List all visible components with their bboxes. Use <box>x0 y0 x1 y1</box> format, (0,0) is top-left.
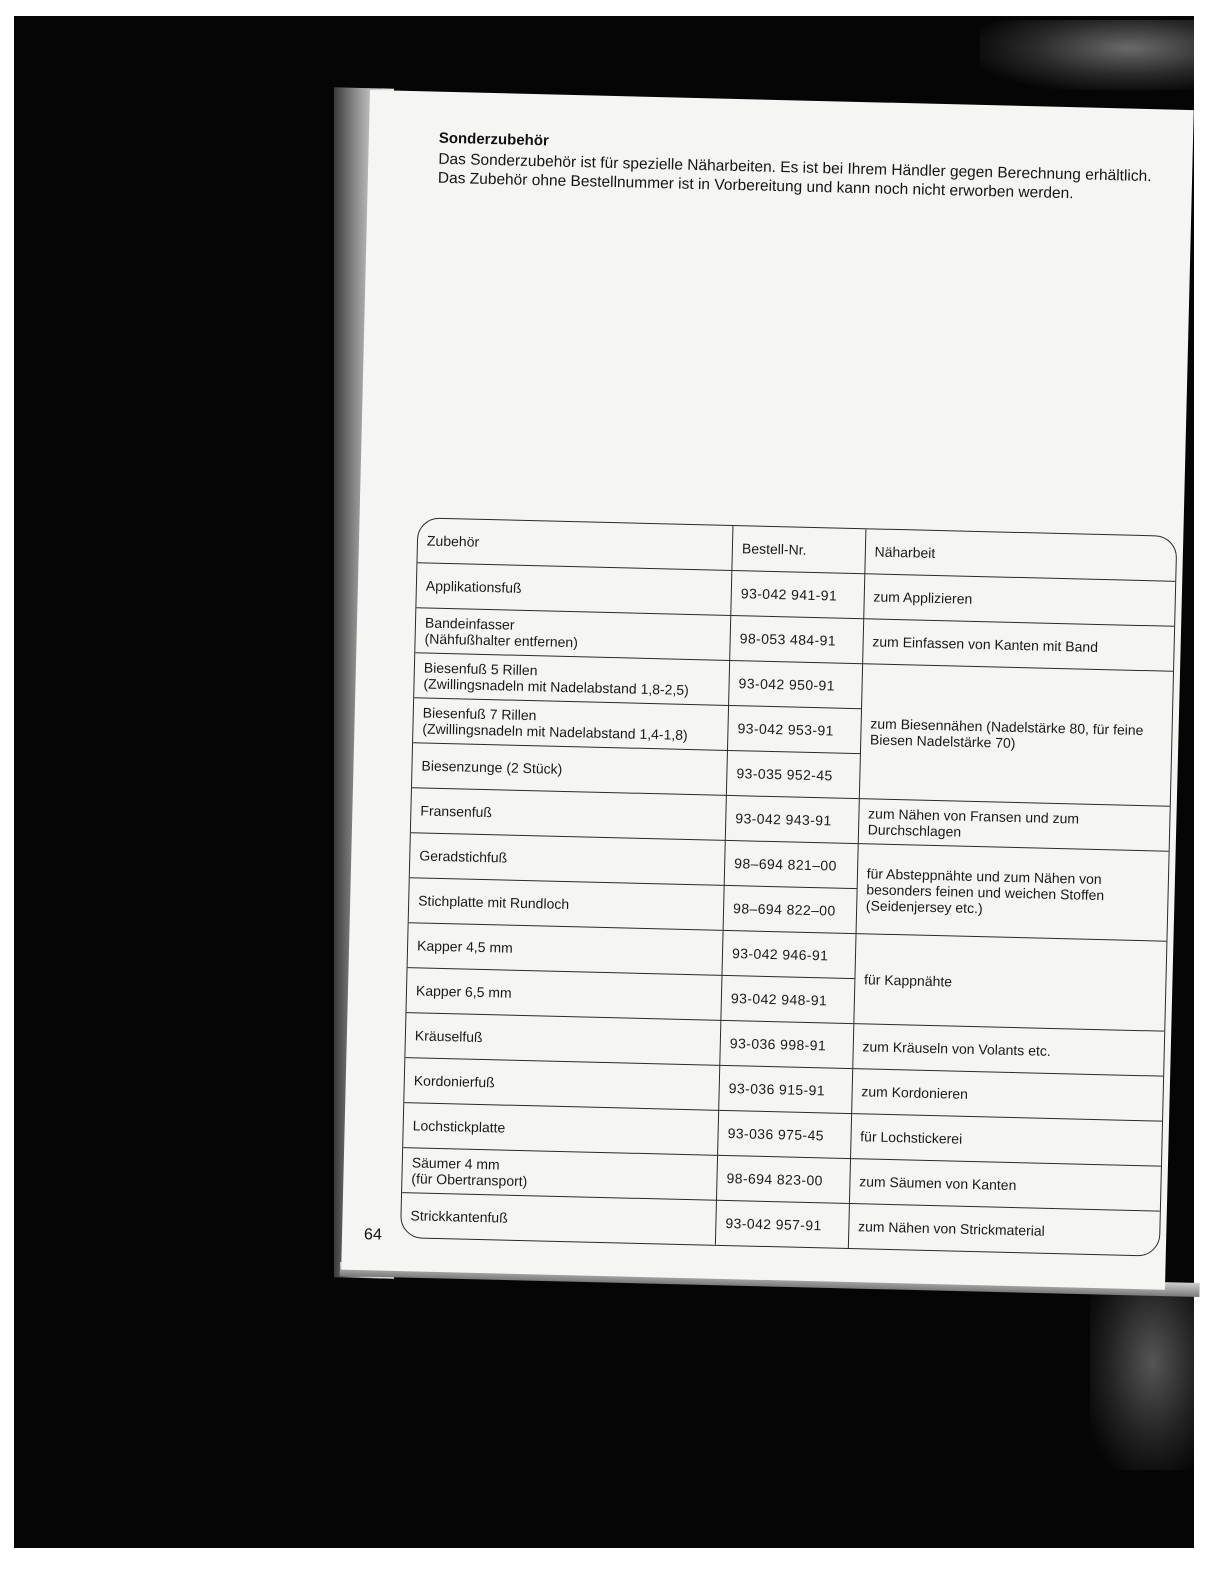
accessory-note: (Nähfußhalter entfernen) <box>424 630 579 651</box>
order-number-cell: 93-036 975-45 <box>718 1110 852 1158</box>
section-heading: Sonderzubehör <box>438 129 550 150</box>
order-number-cell: 93-042 943-91 <box>725 795 859 843</box>
header-accessory: Zubehör <box>417 518 733 570</box>
accessory-cell <box>401 1193 717 1245</box>
order-number-cell: 93-042 957-91 <box>715 1200 849 1248</box>
sewing-work-cell: zum Kräuseln von Volants etc. <box>852 1024 1164 1077</box>
order-number-cell: 93-042 950-91 <box>729 660 863 708</box>
sewing-work-cell: für Absteppnähte und zum Nähen von besonders feinen und weichen Stoffen (Seidenjersey etc.) <box>856 844 1169 942</box>
order-number-cell: 98-694 823-00 <box>717 1155 851 1203</box>
manual-page <box>341 90 1194 1290</box>
order-number-cell: 93-042 946-91 <box>722 930 856 978</box>
order-number-cell: 93-042 941-91 <box>731 570 865 618</box>
accessory-name: Biesenfuß 7 Rillen <box>422 704 537 724</box>
accessory-cell <box>412 743 728 796</box>
accessory-cell <box>408 923 724 976</box>
accessory-name: Bandeinfasser <box>424 614 515 633</box>
sewing-work-cell: für Lochstickerei <box>850 1114 1162 1167</box>
accessory-cell <box>411 788 727 841</box>
accessory-cell <box>403 1103 719 1156</box>
scan-glare <box>1090 1290 1194 1470</box>
accessory-name: Kordonierfuß <box>413 1072 495 1091</box>
accessory-name: Biesenfuß 5 Rillen <box>423 659 538 679</box>
sewing-work-cell: zum Säumen von Kanten <box>849 1159 1161 1212</box>
accessory-name: Kräuselfuß <box>414 1027 483 1046</box>
sewing-work-cell: für Kappnähte <box>854 934 1167 1032</box>
accessory-name: Biesenzunge (2 Stück) <box>421 757 563 777</box>
intro-paragraph: Das Sonderzubehör ist für spezielle Näharbeiten. Es ist bei Ihrem Händler gegen Berechnung erhältlich. Das Zubehör ohne Bestellnummer ist in Vorbereitung und kann noch nicht erworben werden. <box>437 150 1152 203</box>
scan-glare <box>980 20 1194 90</box>
accessory-name: Kapper 6,5 mm <box>415 982 512 1001</box>
header-order-number: Bestell-Nr. <box>732 526 866 574</box>
accessory-note: (Zwillingsnadeln mit Nadelabstand 1,4-1,8) <box>422 720 688 743</box>
order-number-cell: 93-042 948-91 <box>721 975 855 1023</box>
accessory-cell <box>406 968 722 1021</box>
accessory-note: (für Obertransport) <box>411 1170 528 1190</box>
accessory-cell <box>414 653 730 706</box>
page-number: 64 <box>363 1226 383 1244</box>
accessory-name: Lochstickplatte <box>412 1117 506 1136</box>
sewing-work-cell: zum Kordonieren <box>851 1069 1163 1122</box>
order-number-cell: 98–694 821–00 <box>724 840 858 888</box>
sewing-work-cell: zum Einfassen von Kanten mit Band <box>862 619 1174 672</box>
order-number-cell: 93-035 952-45 <box>726 750 860 798</box>
order-number-cell: 98–694 822–00 <box>723 885 857 933</box>
accessory-cell <box>402 1148 718 1201</box>
sewing-work-cell: zum Biesennähen (Nadelstärke 80, für feine Biesen Nadelstärke 70) <box>859 664 1173 807</box>
order-number-cell: 93-036 915-91 <box>719 1065 853 1113</box>
sewing-work-cell: zum Nähen von Strickmaterial <box>848 1204 1160 1256</box>
accessories-table <box>400 517 1177 1256</box>
sewing-work-cell: zum Applizieren <box>863 574 1175 627</box>
accessory-name: Geradstichfuß <box>419 847 508 866</box>
accessory-cell <box>405 1013 721 1066</box>
accessory-name: Säumer 4 mm <box>411 1154 500 1173</box>
accessories-grid <box>401 518 1176 1255</box>
accessory-name: Stichplatte mit Rundloch <box>418 892 570 913</box>
accessory-cell <box>416 563 732 616</box>
accessory-name: Strickkantenfuß <box>410 1207 508 1226</box>
accessory-cell <box>410 833 726 886</box>
header-sewing-work: Näharbeit <box>865 529 1177 581</box>
accessory-note: (Zwillingsnadeln mit Nadelabstand 1,8-2,5) <box>423 675 689 698</box>
accessory-cell <box>404 1058 720 1111</box>
accessory-name: Kapper 4,5 mm <box>416 937 514 956</box>
order-number-cell: 98-053 484-91 <box>730 615 864 663</box>
sewing-work-cell: zum Nähen von Fransen und zum Durchschlagen <box>858 799 1170 852</box>
accessory-name: Fransenfuß <box>420 802 493 821</box>
accessory-name: Applikationsfuß <box>425 577 522 596</box>
accessory-cell <box>409 878 725 931</box>
order-number-cell: 93-042 953-91 <box>728 705 862 753</box>
accessory-cell <box>413 698 729 751</box>
accessory-cell <box>415 608 731 661</box>
order-number-cell: 93-036 998-91 <box>720 1020 854 1068</box>
